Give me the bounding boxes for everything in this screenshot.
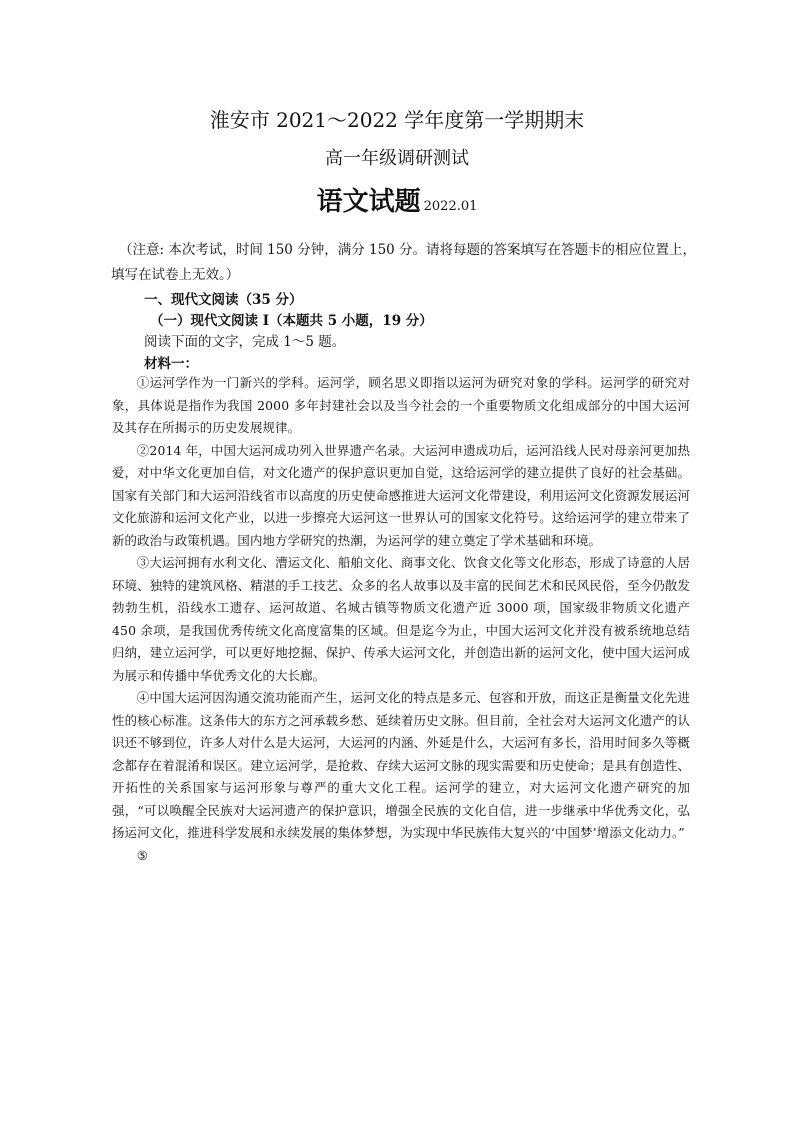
passage-paragraph-4: ④中国大运河因沟通交流功能而产生，运河文化的特点是多元、包容和开放，而这正是衡量文化先进性的核心标准。这条伟大的东方之河承载乡愁、延续着历史文脉。但目前，全社会对大运河文化遗产的认识还不够到位，许多人对什么是大运河，大运河的内涵、外延是什么，大运河有多长，沿用时间多久等概念都存在着混淆和误区。建立运河学，是抢救、存续大运河文脉的现实需要和历史使命；是具有创造性、开拓性的关系国家与运河形象与尊严的重大文化工程。运河学的建立，对大运河文化遗产研究的加强，“可以唤醒全民族对大运河遗产的保护意识，增强全民族的文化自信，进一步继承中华优秀文化，弘扬运河文化，推进科学发展和永续发展的集体梦想，为实现中华民族伟大复兴的‘中国梦’增添文化动力。”	[112, 690, 690, 840]
notice-line2: 填写在试卷上无效。）	[111, 267, 240, 283]
subsection-heading: （一）现代文阅读 I（本题共 5 小题，19 分）	[150, 313, 433, 329]
material-label: 材料一：	[144, 356, 198, 372]
exam-title-line1: 淮安市 2021～2022 学年度第一学期期末	[209, 108, 585, 132]
passage-paragraph-1: ①运河学作为一门新兴的学科。运河学，顾名思义即指以运河为研究对象的学科。运河学的研究对象，具体说是指作为我国 2000 多年封建社会以及当今社会的一个重要物质文化组成部分的中国大运河及其存在所揭示的历史发展规律。	[112, 375, 690, 435]
passage-body	[112, 372, 690, 867]
section-heading: 一、现代文阅读（35 分）	[144, 292, 303, 308]
passage-paragraph-5: ⑤	[136, 847, 149, 863]
exam-title-line2: 高一年级调研测试	[325, 148, 469, 169]
exam-date: 2022.01	[423, 199, 478, 214]
exam-main-title	[0, 184, 794, 225]
passage-paragraph-2: ②2014 年，中国大运河成功列入世界遗产名录。大运河申遗成功后，运河沿线人民对母亲河更加热爱，对中华文化更加自信，对文化遗产的保护意识更加自觉，这给运河学的建立提供了良好的社会基础。国家有关部门和大运河沿线省市以高度的历史使命感推进大运河文化带建设，利用运河文化资源发展运河文化旅游和运河文化产业，以进一步擦亮大运河这一世界认可的国家文化符号。这给运河学的建立带来了新的政治与政策机遇。国内地方学研究的热潮，为运河学的建立奠定了学术基础和环境。	[112, 442, 690, 548]
subject-title: 语文试题	[316, 187, 421, 217]
exam-notice	[111, 238, 697, 288]
reading-instruction: 阅读下面的文字，完成 1～5 题。	[144, 334, 346, 350]
notice-line1: （注意: 本次考试，时间 150 分钟，满分 150 分。请将每题的答案填写在答题卡的相应位置上，	[119, 242, 697, 258]
passage-paragraph-3: ③大运河拥有水利文化、漕运文化、船舶文化、商事文化、饮食文化等文化形态，形成了诗意的人居环境、独特的建筑风格、精湛的手工技艺、众多的名人故事以及丰富的民间艺术和民风民俗，至今仍散发勃勃生机，沿线水工遗存、运河故道、名城古镇等物质文化遗产近 3000 项，国家级非物质文化遗产 450 余项，是我国优秀传统文化高度富集的区域。但是迄今为止，中国大运河文化并没有被系统地总结归纳，建立运河学，可以更好地挖掘、保护、传承大运河文化，并创造出新的运河文化，使中国大运河成为展示和传播中华优秀文化的大长廊。	[112, 555, 690, 683]
